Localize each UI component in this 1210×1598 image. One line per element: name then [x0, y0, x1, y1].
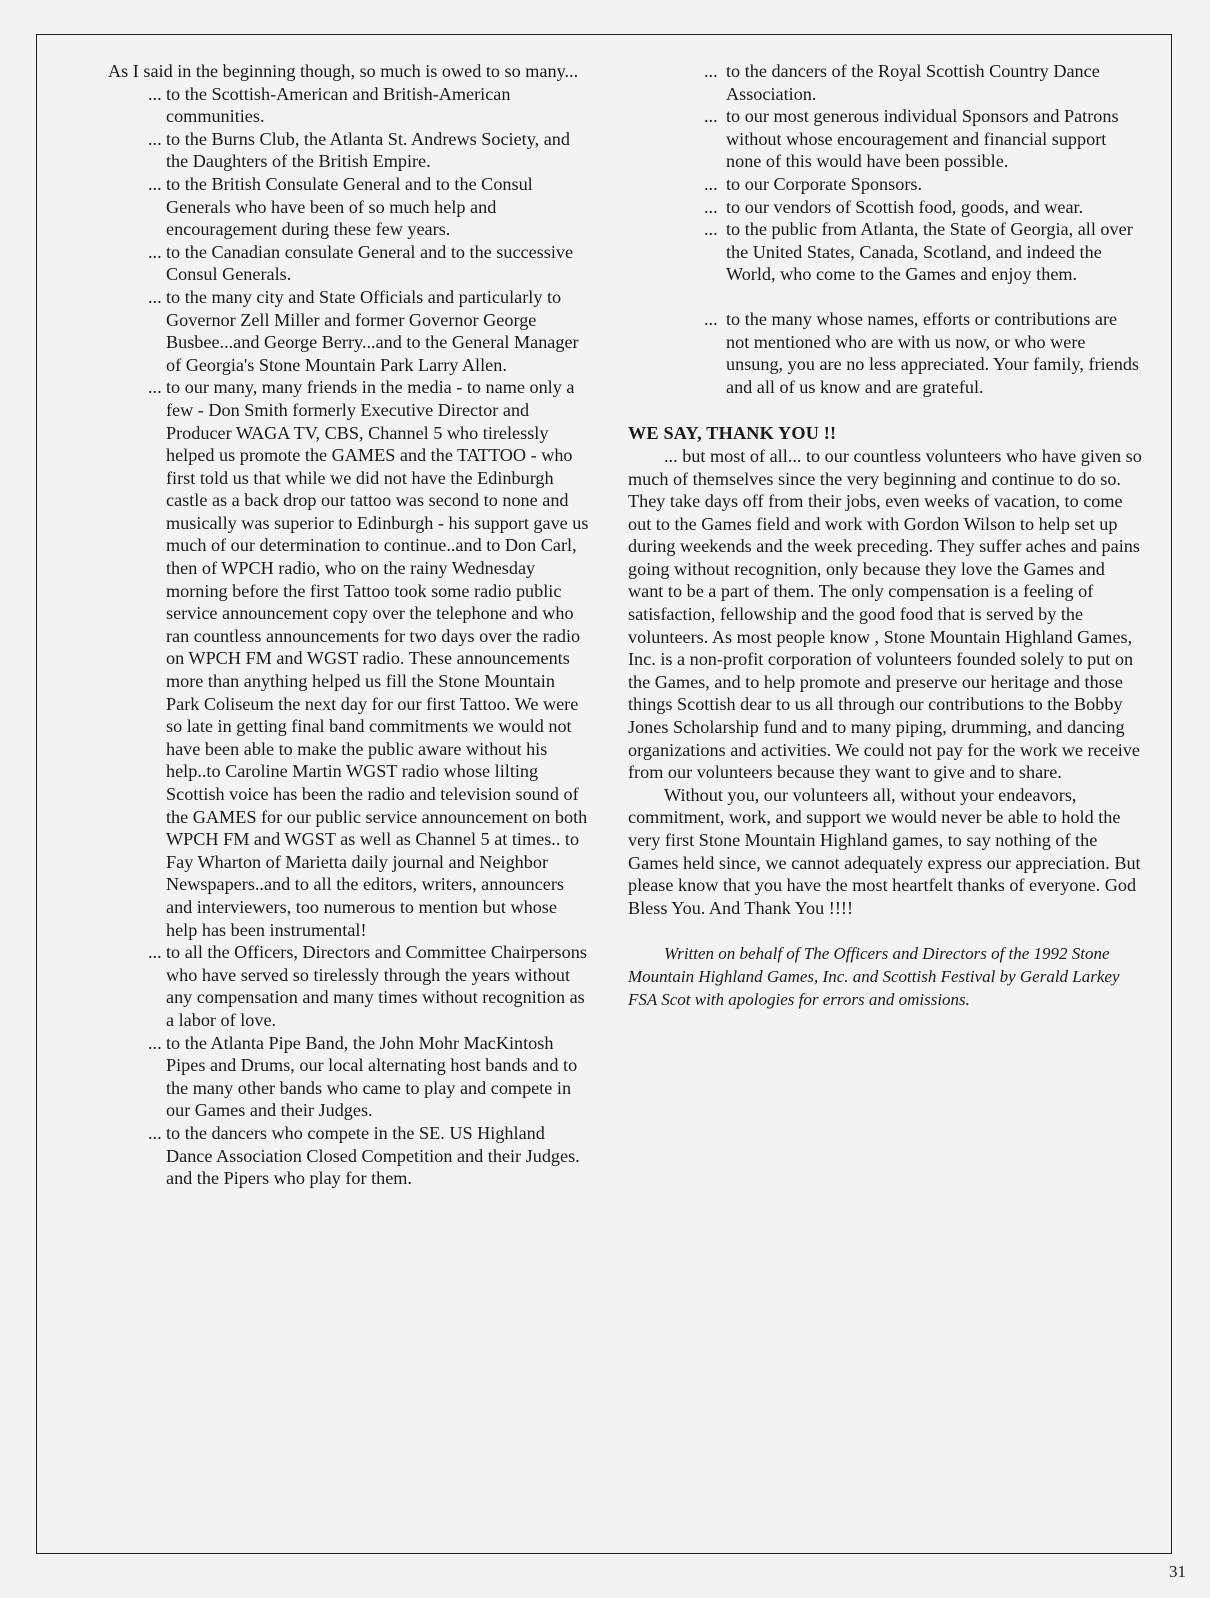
left-column	[72, 60, 592, 1190]
ellipsis-marker: ...	[704, 308, 718, 329]
ellipsis-marker: ...	[704, 61, 718, 81]
volunteers-paragraph: ... but most of all... to our countless volunteers who have given so much of themselves since the very beginning and continue to do so. They take days off from their jobs, even weeks of vacation, to come out to the Games field and work with Gordon Wilson to help set up during weekends and the week preceding. They suffer aches and pains going without recognition, only because they love the Games and want to be a part of them. The only compensation is a feeling of satisfaction, fellowship and the good food that is served by the volunteers. As most people know , Stone Mountain Highland Games, Inc. is a non-profit corporation of volunteers founded solely to put on the Games, and to help promote and preserve our heritage and those things Scottish dear to us all through our contributions to the Bobby Jones Scholarship fund and to many piping, drumming, and dancing organizations and activities. We could not pay for the work we receive from our volunteers because they want to give and to share.	[628, 445, 1142, 783]
list-item-text: to the Scottish-American and British-American communities.	[166, 83, 511, 127]
left-acknowledgement-list	[72, 83, 592, 1190]
list-item-text: to the dancers who compete in the SE. US Highland Dance Association Closed Competition and their Judges. and the Pipers who play for them.	[166, 1122, 580, 1189]
right-column	[628, 60, 1144, 1011]
list-item-text: to all the Officers, Directors and Committee Chairpersons who have served so tirelessly through the years without any compensation and many times without recognition as a labor of love.	[166, 942, 587, 1030]
list-item	[628, 105, 1144, 173]
ellipsis-marker: ...	[704, 173, 718, 194]
intro-paragraph: As I said in the beginning though, so much is owed to so many...	[108, 61, 579, 81]
list-item	[72, 286, 592, 376]
list-item-text: to the British Consulate General and to the Consul Generals who have been of so much help and encouragement during these few years.	[166, 173, 533, 240]
list-item	[72, 376, 592, 941]
list-item-text: to the many whose names, efforts or contributions are not mentioned who are with us now, or who were unsung, you are no less appreciated. Your family, friends and all of us know and are grateful.	[726, 308, 1139, 397]
right-acknowledgement-list-final	[628, 308, 1144, 398]
ellipsis-marker: ...	[148, 377, 162, 398]
list-item-text: to the dancers of the Royal Scottish Country Dance Association.	[726, 61, 1100, 104]
list-item	[72, 941, 592, 1031]
ellipsis-marker: ...	[704, 106, 718, 127]
list-item-text: to our most generous individual Sponsors and Patrons without whose encouragement and financial support none of this would have been possible.	[726, 106, 1119, 172]
spacer	[628, 286, 1144, 308]
ellipsis-marker: ...	[148, 128, 162, 149]
list-item	[72, 173, 592, 241]
list-item	[628, 218, 1144, 286]
ellipsis-marker: ...	[148, 1122, 162, 1143]
signoff-note: Written on behalf of The Officers and Directors of the 1992 Stone Mountain Highland Games, Inc. and Scottish Festival by Gerald Larkey FSA Scot with apologies for errors and omissions.	[628, 944, 1120, 1009]
list-item-text: to our vendors of Scottish food, goods, and wear.	[726, 196, 1084, 217]
page-number: 31	[1169, 1562, 1186, 1581]
list-item	[72, 83, 592, 128]
list-item-text: to our Corporate Sponsors.	[726, 173, 923, 194]
ellipsis-marker: ...	[148, 942, 162, 963]
closing-paragraph: Without you, our volunteers all, without your endeavors, commitment, work, and support we would never be able to hold the very first Stone Mountain Highland games, to say nothing of the Games held since, we cannot adequately express our appreciation. But please know that you have the most heartfelt thanks of everyone. God Bless You. And Thank You !!!!	[628, 784, 1141, 918]
ellipsis-marker: ...	[148, 241, 162, 262]
list-item-text: to the Burns Club, the Atlanta St. Andrews Society, and the Daughters of the British Empire.	[166, 128, 570, 172]
list-item-text: to the public from Atlanta, the State of Georgia, all over the United States, Canada, Scotland, and indeed the World, who come to the Games and enjoy them.	[726, 219, 1133, 285]
list-item	[628, 60, 1144, 105]
ellipsis-marker: ...	[148, 83, 162, 104]
list-item-text: to the many city and State Officials and particularly to Governor Zell Miller and former Governor George Busbee...and George Berry...and to the General Manager of Georgia's Stone Mountain Park Larry Allen.	[166, 286, 579, 375]
thank-you-heading: WE SAY, THANK YOU !!	[628, 423, 837, 444]
list-item	[72, 1032, 592, 1122]
ellipsis-marker: ...	[704, 196, 718, 217]
ellipsis-marker: ...	[148, 286, 162, 307]
ellipsis-marker: ...	[148, 173, 162, 194]
right-acknowledgement-list	[628, 60, 1144, 286]
list-item	[72, 241, 592, 286]
list-item-text: to our many, many friends in the media - to name only a few - Don Smith formerly Executive Director and Producer WAGA TV, CBS, Channel 5 who tirelessly helped us promote the GAMES and the TATTOO - who first told us that while we did not have the Edinburgh castle as a back drop our tattoo was second to none and musically was superior to Edinburgh - his support gave us much of our determination to continue..and to Don Carl, then of WPCH radio, who on the rainy Wednesday morning before the first Tattoo took some radio public service announcement copy over the telephone and who ran countless announcements for two days over the radio on WPCH FM and WGST radio. These announcements more than anything helped us fill the Stone Mountain Park Coliseum the next day for our first Tattoo. We were so late in getting final band commitments we would not have been able to make the public aware without his help..to Caroline Martin WGST radio whose lilting Scottish voice has been the radio and television sound of the GAMES for our public service announcement on both WPCH FM and WGST as well as Channel 5 at times.. to Fay Wharton of Marietta daily journal and Neighbor Newspapers..and to all the editors, writers, announcers and interviewers, too numerous to mention but whose help has been instrumental!	[166, 377, 589, 940]
ellipsis-marker: ...	[704, 219, 718, 240]
list-item	[628, 308, 1144, 398]
list-item-text: to the Atlanta Pipe Band, the John Mohr MacKintosh Pipes and Drums, our local alternating host bands and to the many other bands who came to play and compete in our Games and their Judges.	[166, 1032, 578, 1121]
list-item-text: to the Canadian consulate General and to the successive Consul Generals.	[166, 241, 574, 285]
list-item	[628, 196, 1144, 219]
list-item	[628, 173, 1144, 196]
list-item	[72, 128, 592, 173]
list-item	[72, 1122, 592, 1190]
ellipsis-marker: ...	[148, 1032, 162, 1053]
